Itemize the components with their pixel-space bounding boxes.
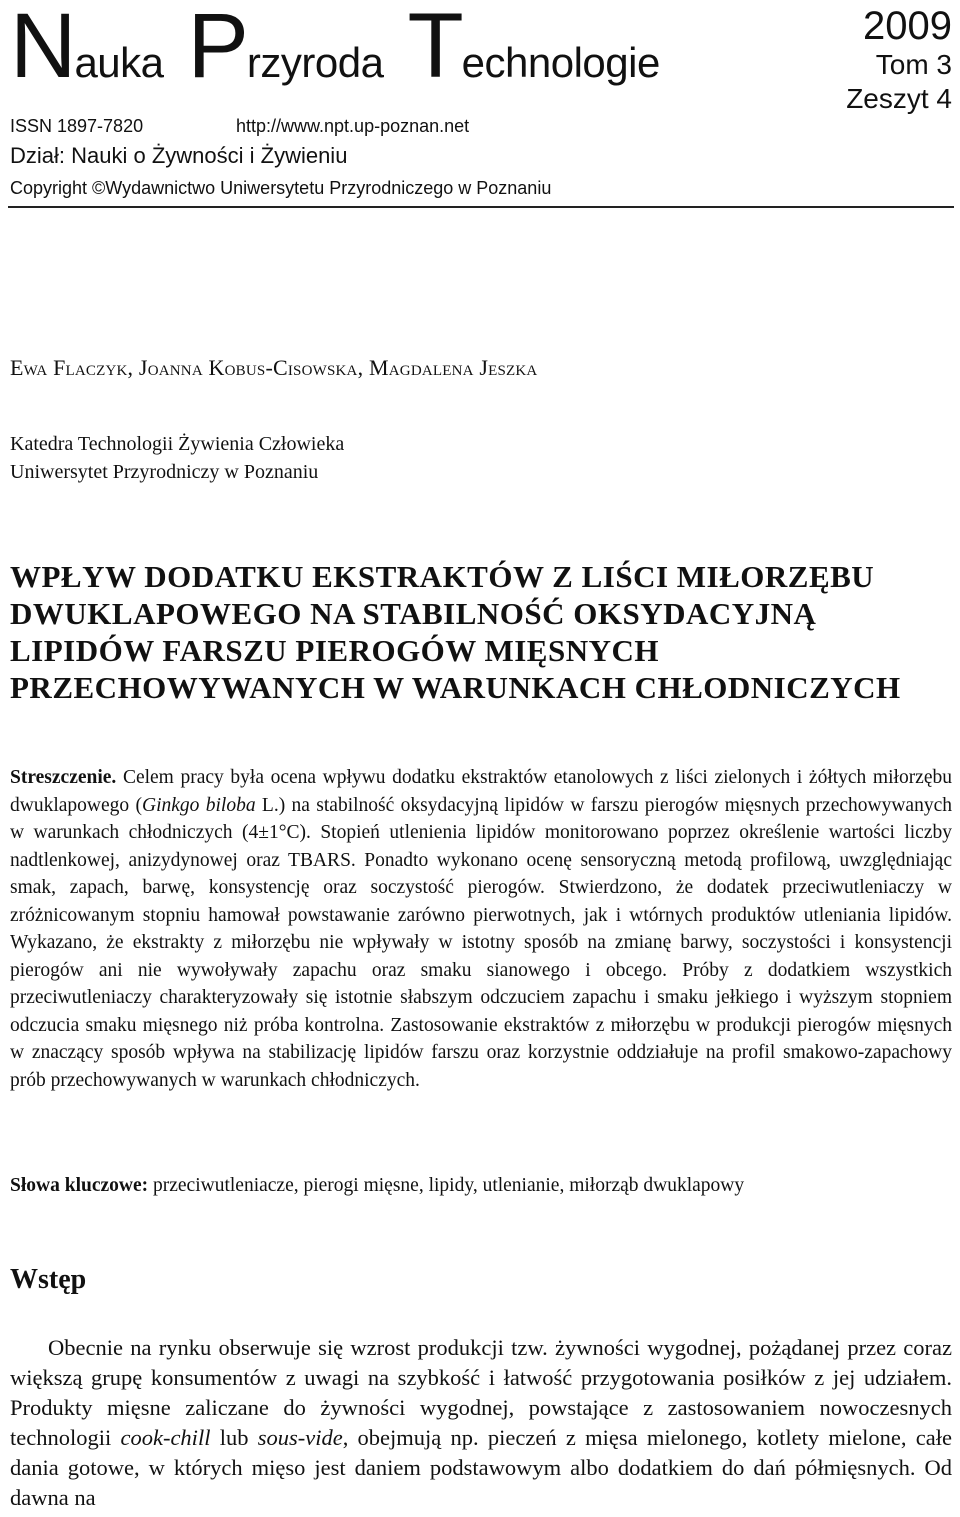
keywords xyxy=(10,1172,952,1200)
masthead-rest: auka xyxy=(74,39,164,86)
masthead-initial: T xyxy=(407,0,462,97)
abstract-text: L.) na stabilność oksydacyjną lipidów w farszu pierogów mięsnych przechowywanych w warunkach chłodniczych (4±1°C). Stopień utlenienia lipidów monitorowano poprzez określenie wartości liczby nadtlenkowej, anizydynowej oraz TBARS. Ponadto wykonano ocenę sensoryczną metodą profilową, uwzględniając smak, zapach, barwę, konsystencję oraz soczystość pierogów. Stwierdzono, że dodatek przeciwutleniaczy w zróżnicowanym stopniu hamował powstawanie zarówno pierwotnych, jak i wtórnych produktów utleniania lipidów. Wykazano, że ekstrakty z miłorzębu nie wpływały w istotny sposób na zmianę barwy, soczystości i konsystencji pierogów ani nie wywoływały zapachu oraz smaku sianowego i obcego. Próby z dodatkiem wszystkich przeciwutleniaczy charakteryzowały się istotnie słabszym odczuciem zapachu i smaku jełkiego i wyższym stopniem odczucia smaku mięsnego niż próba kontrolna. Zastosowanie ekstraktów z miłorzębu w produkcji pierogów mięsnych w znaczący sposób wpływa na stabilizację lipidów farszu oraz korzystnie oddziałuje na profil smakowo-zapachowy prób przechowywanych w warunkach chłodniczych. xyxy=(10,794,952,1091)
masthead-word-nauka xyxy=(10,0,164,97)
masthead-word-przyroda xyxy=(187,0,384,97)
intro-paragraph: Obecnie na rynku obserwuje się wzrost produkcji tzw. żywności wygodnej, pożądanej przez coraz większą grupę konsumentów z uwagi na szybkość i łatwość przygotowania posiłków z jej udziałem. Produkty mięsne zaliczane do żywności wygodnej, powstające z zastosowaniem nowoczesnych technologii cook-chill lub sous-vide, obejmują np. pieczeń z mięsa mielonego, kotlety mielone, całe dania gotowe, w których mięso jest daniem podstawowym albo dodatkiem do dań półmięsnych. Od dawna na xyxy=(10,1335,952,1510)
masthead-initial: P xyxy=(187,0,247,97)
abstract-label: Streszczenie. xyxy=(10,767,117,788)
journal-url[interactable]: http://www.npt.up-poznan.net xyxy=(236,116,470,136)
journal-masthead xyxy=(10,0,680,97)
department: Dział: Nauki o Żywności i Żywieniu xyxy=(10,143,348,168)
keywords-label: Słowa kluczowe: xyxy=(10,1175,149,1196)
abstract-text: Celem pracy była ocena wpływu dodatku ekstraktów etanolowych z liści zielonych i żółtych miłorzębu dwuklapowego ( xyxy=(10,767,952,816)
article-title: WPŁYW DODATKU EKSTRAKTÓW Z LIŚCI MIŁORZĘBU DWUKLAPOWEGO NA STABILNOŚĆ OKSYDACYJNĄ LIPIDÓW FARSZU PIEROGÓW MIĘSNYCH PRZECHOWYWANYCH W WARUNKACH CHŁODNICZYCH xyxy=(10,559,901,705)
copyright: Copyright ©Wydawnictwo Uniwersytetu Przyrodniczego w Poznaniu xyxy=(10,178,552,198)
masthead-rest: echnologie xyxy=(461,39,660,86)
masthead-rest: rzyroda xyxy=(246,39,384,86)
issue-number: Zeszyt 4 xyxy=(846,83,952,114)
issn: ISSN 1897-7820 xyxy=(10,116,144,136)
affiliation-university: Uniwersytet Przyrodniczy w Poznaniu xyxy=(10,461,319,483)
authors: Ewa Flaczyk, Joanna Kobus-Cisowska, Magdalena Jeszka xyxy=(10,355,538,380)
abstract xyxy=(10,764,952,1094)
issue-info xyxy=(846,4,952,116)
abstract-species: Ginkgo biloba xyxy=(141,794,256,816)
section-heading: Wstęp xyxy=(10,1264,87,1295)
affiliation xyxy=(10,430,344,486)
keywords-text: przeciwutleniacze, pierogi mięsne, lipidy, utlenianie, miłorząb dwuklapowy xyxy=(148,1175,745,1196)
header-divider xyxy=(8,206,954,208)
masthead-word-technologie xyxy=(407,0,660,97)
issue-year: 2009 xyxy=(863,4,952,48)
issue-volume: Tom 3 xyxy=(875,49,952,80)
masthead-initial: N xyxy=(10,0,75,97)
affiliation-department: Katedra Technologii Żywienia Człowieka xyxy=(10,433,345,455)
